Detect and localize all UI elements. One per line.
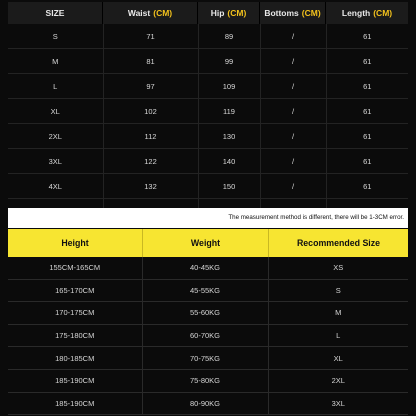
header-length: [326, 2, 408, 24]
size-cell-hip: 89: [198, 24, 260, 49]
recommendation-cell-height: 175-180CM: [8, 324, 142, 347]
header-waist: [103, 2, 198, 24]
size-cell-size: S: [8, 24, 103, 49]
size-cell-length: 61: [326, 124, 408, 149]
recommendation-cell-recommended-size: S: [268, 279, 408, 302]
size-cell-bottoms: /: [260, 124, 326, 149]
size-row: [8, 49, 408, 74]
size-cell-waist: 81: [103, 49, 198, 74]
recommendation-cell-weight: 70-75KG: [142, 347, 268, 370]
recommendation-cell-height: 185-190CM: [8, 369, 142, 392]
recommendation-table-body: [8, 257, 408, 415]
size-cell-size: M: [8, 49, 103, 74]
size-cell-waist: 71: [103, 24, 198, 49]
size-cell-waist: 132: [103, 174, 198, 199]
size-cell-size: L: [8, 74, 103, 99]
size-cell-bottoms: /: [260, 24, 326, 49]
header-height: Height: [61, 238, 89, 248]
size-cell-length: 61: [326, 99, 408, 124]
recommendation-row: [8, 324, 408, 347]
size-cell-hip: 119: [198, 99, 260, 124]
recommendation-cell-recommended-size: L: [268, 324, 408, 347]
size-cell-hip: 140: [198, 149, 260, 174]
size-cell-bottoms: /: [260, 174, 326, 199]
size-cell-size: 2XL: [8, 124, 103, 149]
size-cell-length: 61: [326, 24, 408, 49]
recommendation-row: [8, 392, 408, 415]
header-bottoms: [260, 2, 326, 24]
recommendation-cell-height: 170-175CM: [8, 302, 142, 325]
recommendation-cell-recommended-size: 2XL: [268, 369, 408, 392]
size-cell-hip: 150: [198, 174, 260, 199]
recommendation-cell-height: 185-190CM: [8, 392, 142, 415]
header-hip: [198, 2, 260, 24]
header-waist-label: Waist: [127, 8, 151, 18]
size-cell-length: 61: [326, 174, 408, 199]
recommendation-cell-recommended-size: M: [268, 302, 408, 325]
header-size-label: SIZE: [45, 8, 65, 18]
recommendation-cell-height: 165-170CM: [8, 279, 142, 302]
size-cell-hip: 130: [198, 124, 260, 149]
size-cell-waist: 97: [103, 74, 198, 99]
size-cell-bottoms: /: [260, 74, 326, 99]
size-row: [8, 174, 408, 199]
size-cell-waist: 102: [103, 99, 198, 124]
recommendation-header: [8, 229, 408, 257]
size-row: [8, 74, 408, 99]
size-row: [8, 124, 408, 149]
recommendation-cell-weight: 40-45KG: [142, 257, 268, 279]
size-cell-waist: 112: [103, 124, 198, 149]
size-cell-length: 61: [326, 149, 408, 174]
size-cell-hip: 109: [198, 74, 260, 99]
size-row: [8, 24, 408, 49]
recommendation-cell-weight: 75-80KG: [142, 369, 268, 392]
size-cell-hip: 99: [198, 49, 260, 74]
recommendation-cell-height: 180-185CM: [8, 347, 142, 370]
recommendation-cell-recommended-size: XL: [268, 347, 408, 370]
recommendation-table: [8, 257, 408, 415]
recommendation-row: [8, 257, 408, 279]
recommendation-row: [8, 347, 408, 370]
recommendation-cell-weight: 60-70KG: [142, 324, 268, 347]
size-cell-size: 3XL: [8, 149, 103, 174]
header-bottoms-label: Bottoms: [264, 8, 299, 18]
header-length-unit: (CM): [373, 8, 393, 18]
recommendation-cell-weight: 80-90KG: [142, 392, 268, 415]
recommendation-cell-weight: 55-60KG: [142, 302, 268, 325]
recommendation-cell-height: 155CM-165CM: [8, 257, 142, 279]
header-waist-unit: (CM): [153, 8, 173, 18]
size-table-body: [8, 24, 408, 224]
size-table: [8, 24, 408, 224]
header-size: [8, 2, 103, 24]
size-cell-length: 61: [326, 49, 408, 74]
recommendation-row: [8, 279, 408, 302]
header-hip-label: Hip: [210, 8, 225, 18]
size-cell-bottoms: /: [260, 49, 326, 74]
size-row: [8, 149, 408, 174]
recommendation-row: [8, 302, 408, 325]
size-row: [8, 99, 408, 124]
header-hip-unit: (CM): [227, 8, 247, 18]
size-cell-bottoms: /: [260, 99, 326, 124]
measurement-note: The measurement method is different, there will be 1-3CM error.: [8, 208, 408, 228]
recommendation-cell-recommended-size: 3XL: [268, 392, 408, 415]
size-cell-bottoms: /: [260, 149, 326, 174]
size-cell-waist: 122: [103, 149, 198, 174]
recommendation-cell-recommended-size: XS: [268, 257, 408, 279]
size-cell-size: 4XL: [8, 174, 103, 199]
size-table-header: [8, 2, 408, 24]
header-length-label: Length: [341, 8, 371, 18]
recommendation-cell-weight: 45-55KG: [142, 279, 268, 302]
header-bottoms-unit: (CM): [301, 8, 321, 18]
size-cell-size: XL: [8, 99, 103, 124]
header-recommended-size: Recommended Size: [268, 229, 408, 257]
recommendation-row: [8, 369, 408, 392]
size-cell-length: 61: [326, 74, 408, 99]
header-weight: Weight: [142, 229, 268, 257]
